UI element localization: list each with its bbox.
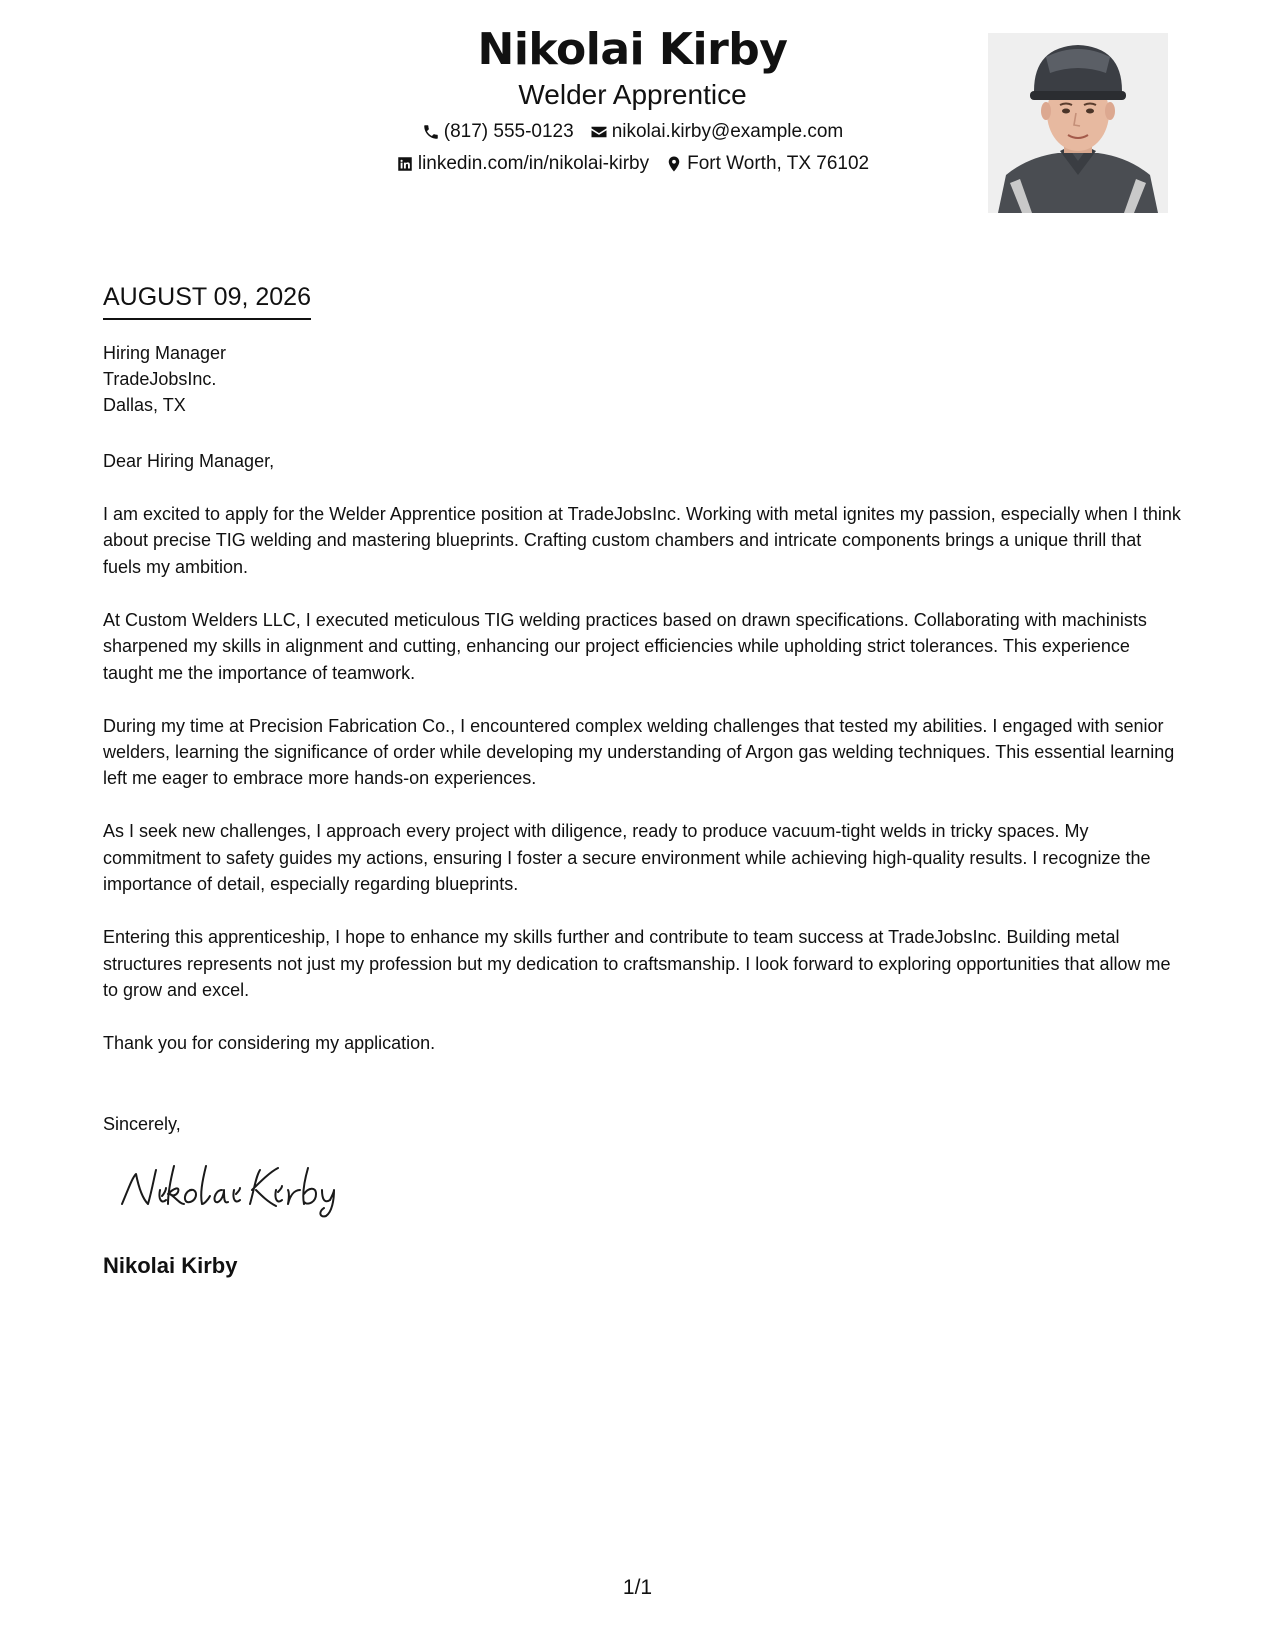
body-paragraph: I am excited to apply for the Welder Apprentice position at TradeJobsInc. Working with metal ignites my passion, especially when I think about precise TIG welding and mastering blueprints. Crafting custom chambers and intricate components brings a unique thrill that fuels my ambition.	[103, 504, 1181, 577]
job-title: Welder Apprentice	[518, 79, 747, 110]
linkedin-url: linkedin.com/in/nikolai-kirby	[417, 153, 650, 174]
closing-line: Sincerely,	[103, 1114, 181, 1134]
linkedin-icon	[396, 155, 414, 173]
body-paragraph: Entering this apprenticeship, I hope to enhance my skills further and contribute to team success at TradeJobsInc. Building metal structures represents not just my profession but my dedication to craftsmanship. I look forward to exploring opportunities that allow me to grow and excel.	[103, 927, 1171, 1001]
thank-you-line: Thank you for considering my application.	[103, 1033, 436, 1054]
body-paragraph: At Custom Welders LLC, I executed meticulous TIG welding practices based on drawn specifications. Collaborating with machinists sharpened my skills in alignment and cutting, enhancing our project efficiencies while upholding strict tolerances. This experience taught me the importance of teamwork.	[103, 609, 1147, 683]
map-pin-icon	[665, 155, 683, 173]
email-address: nikolai.kirby@example.com	[611, 121, 844, 142]
salutation: Dear Hiring Manager,	[103, 451, 275, 471]
location-text: Fort Worth, TX 76102	[687, 153, 870, 174]
phone-icon	[422, 123, 440, 141]
recipient-company: TradeJobsInc.	[103, 369, 217, 389]
phone-number: (817) 555-0123	[443, 121, 574, 142]
letter-body	[103, 448, 1183, 1083]
page-indicator: 1/1	[622, 1576, 653, 1599]
applicant-name: Nikolai Kirby	[477, 24, 788, 75]
body-paragraph: During my time at Precision Fabrication Co., I encountered complex welding challenges that tested my abilities. I engaged with senior welders, learning the significance of order while developing my understanding of Argon gas welding techniques. This essential learning left me eager to embrace more hands-on experiences.	[103, 715, 1175, 789]
signer-name: Nikolai Kirby	[103, 1253, 238, 1278]
handwritten-signature	[118, 1160, 348, 1220]
contact-phone[interactable]	[422, 120, 574, 144]
recipient-title: Hiring Manager	[103, 343, 227, 363]
contact-linkedin[interactable]	[396, 152, 649, 176]
profile-photo	[988, 33, 1168, 213]
recipient-block	[103, 340, 226, 418]
envelope-icon	[590, 123, 608, 141]
body-paragraph: As I seek new challenges, I approach every project with diligence, ready to produce vacuum-tight welds in tricky spaces. My commitment to safety guides my actions, ensuring I foster a secure environment while achieving high-quality results. I recognize the importance of detail, especially regarding blueprints.	[103, 821, 1151, 895]
recipient-location: Dallas, TX	[103, 395, 186, 415]
contact-location	[665, 152, 869, 176]
letter-date: AUGUST 09, 2026	[103, 282, 311, 320]
contact-email[interactable]	[590, 120, 844, 144]
